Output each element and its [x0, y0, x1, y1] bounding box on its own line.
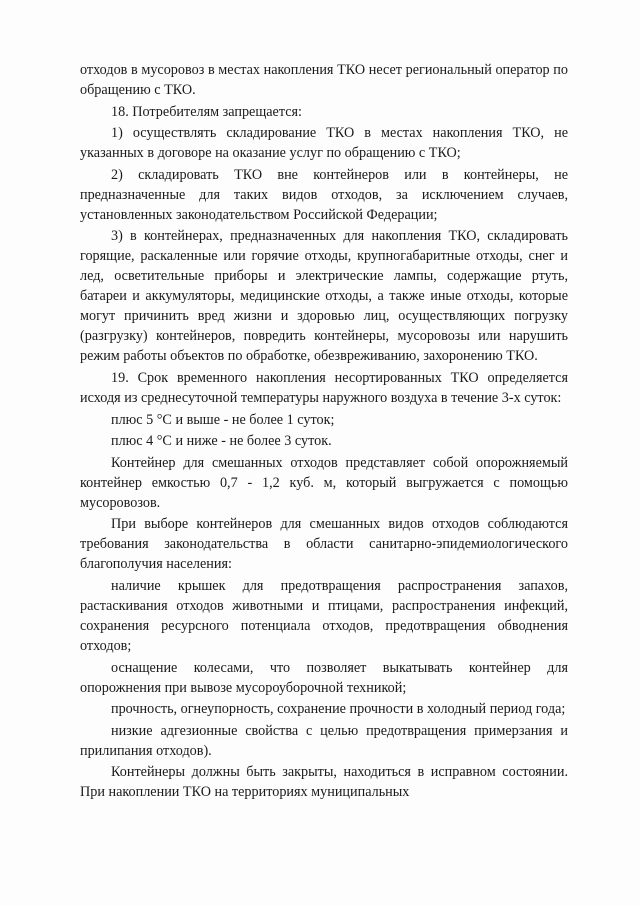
paragraph-temperature-plus-5: плюс 5 °С и выше - не более 1 суток;	[111, 411, 335, 428]
paragraph-container-requirements: При выборе контейнеров для смешанных видов отходов соблюдаются требования законодательства в области санитарно-эпидемиологического благополучия населения:	[80, 516, 568, 573]
document-body	[80, 60, 568, 804]
paragraph-containers-closed: Контейнеры должны быть закрыты, находиться в исправном состоянии. При накоплении ТКО на территориях муниципальных	[80, 764, 568, 801]
paragraph-item-18-1: 1) осуществлять складирование ТКО в местах накопления ТКО, не указанных в договоре на оказание услуг по обращению с ТКО;	[80, 125, 568, 162]
paragraph-container-description: Контейнер для смешанных отходов представляет собой опорожняемый контейнер емкостью 0,7 - 1,2 куб. м, который выгружается с помощью мусоровозов.	[80, 454, 568, 511]
paragraph-item-18-2: 2) складировать ТКО вне контейнеров или в контейнеры, не предназначенные для таких видов отходов, за исключением случаев, установленных законодательством Российской Федерации;	[80, 166, 568, 223]
paragraph-requirement-wheels: оснащение колесами, что позволяет выкатывать контейнер для опорожнения при вывозе мусороуборочной техникой;	[80, 659, 568, 696]
paragraph-item-19: 19. Срок временного накопления несортированных ТКО определяется исходя из среднесуточной температуры наружного воздуха в течение 3-х суток:	[80, 369, 568, 406]
paragraph-item-18-3: 3) в контейнерах, предназначенных для накопления ТКО, складировать горящие, раскаленные или горячие отходы, крупногабаритные отходы, снег и лед, осветительные приборы и электрические лампы, содержащие ртуть, батареи и аккумуляторы, медицинские отходы, а также иные отходы, которые могут причинить вред жизни и здоровью лиц, осуществляющих погрузку (разгрузку) контейнеров, повредить контейнеры, мусоровозы или нарушить режим работы объектов по обработке, обезвреживанию, захоронению ТКО.	[80, 228, 568, 365]
paragraph-requirement-adhesion: низкие адгезионные свойства с целью предотвращения примерзания и прилипания отходов).	[80, 722, 568, 759]
paragraph-requirement-lids: наличие крышек для предотвращения распространения запахов, растаскивания отходов животными и птицами, распространения инфекций, сохранения ресурсного потенциала отходов, предотвращения обводнения отходов;	[80, 577, 568, 654]
paragraph-temperature-plus-4: плюс 4 °С и ниже - не более 3 суток.	[111, 433, 332, 450]
paragraph-requirement-strength: прочность, огнеупорность, сохранение прочности в холодный период года;	[111, 701, 566, 718]
paragraph-item-18-heading: 18. Потребителям запрещается:	[111, 103, 302, 120]
paragraph-continuation: отходов в мусоровоз в местах накопления ТКО несет региональный оператор по обращению с ТКО.	[80, 62, 568, 98]
